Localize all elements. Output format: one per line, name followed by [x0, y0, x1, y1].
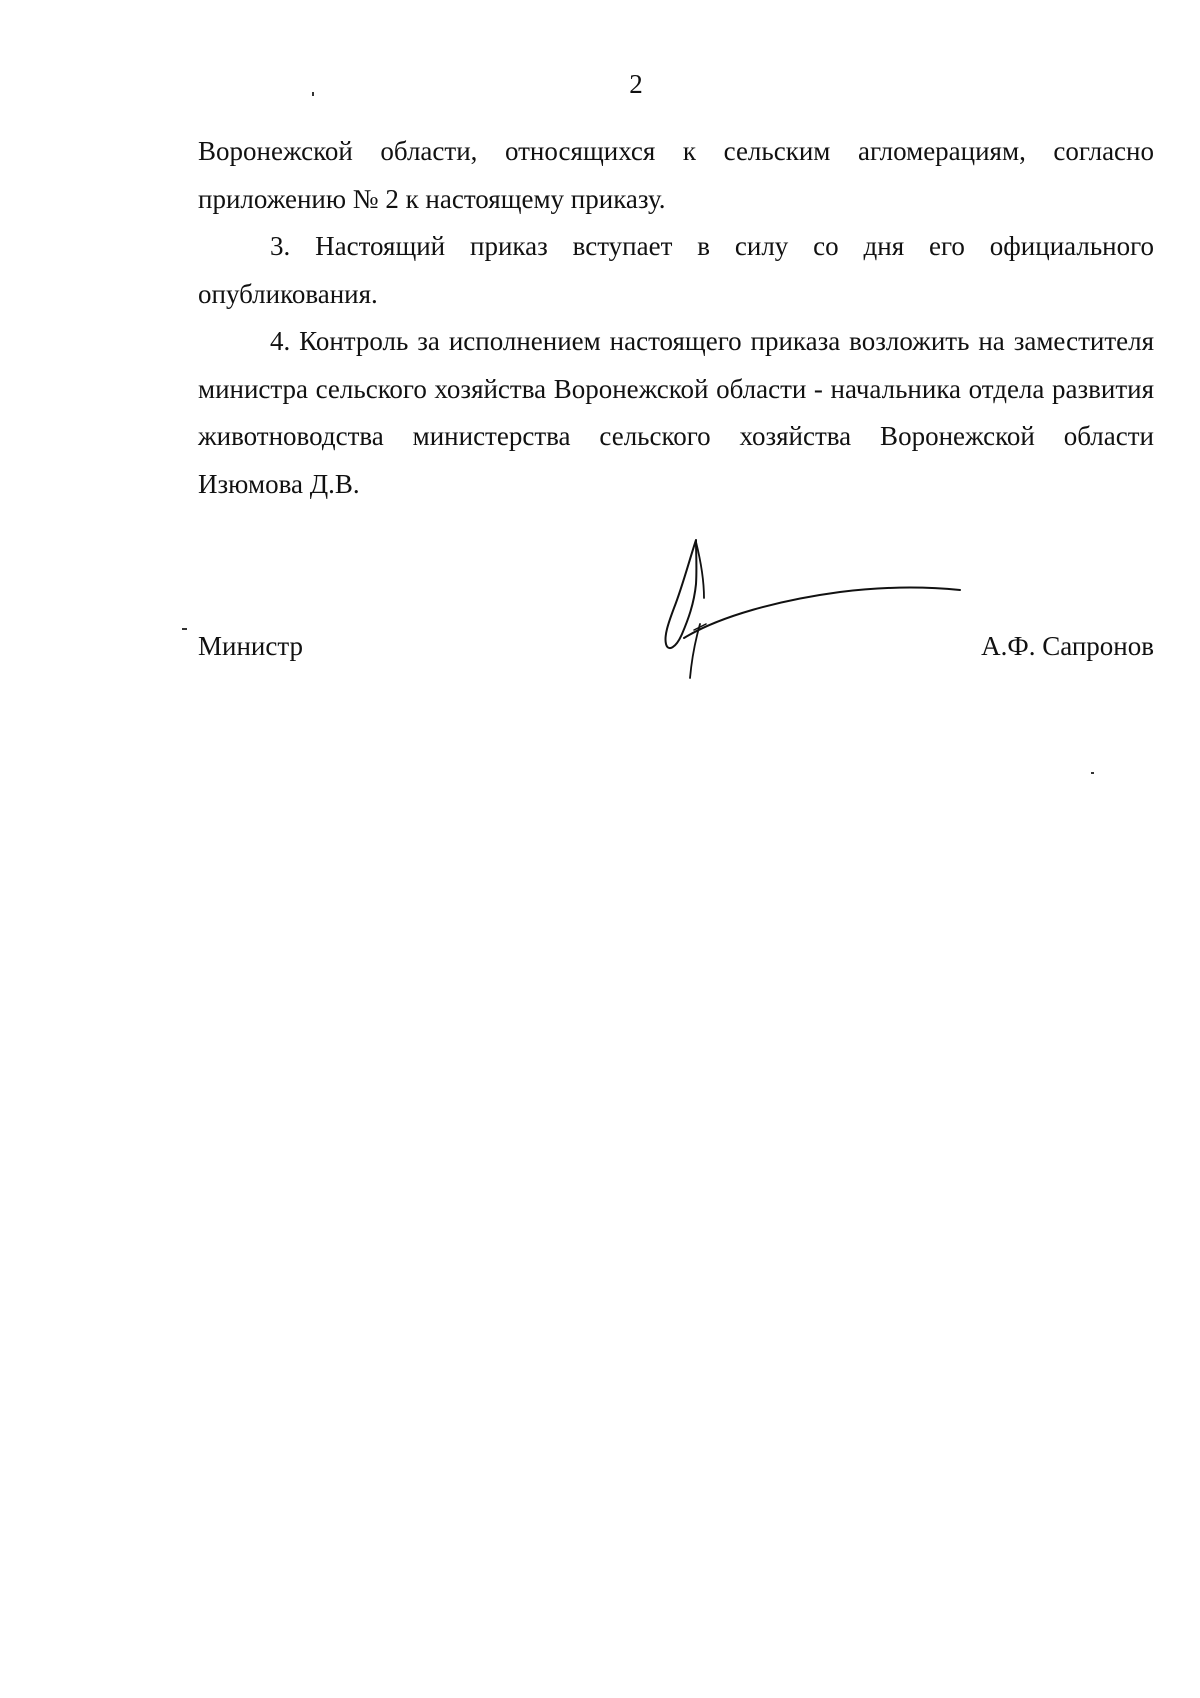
page-number: 2 — [629, 69, 643, 99]
paragraph-item-4: 4. Контроль за исполнением настоящего приказа возложить на заместителя министра сельского хозяйства Воронежской области - начальника отдела развития животноводства министерства сельского хозяйства Воронежской области Изюмова Д.В. — [198, 326, 1154, 499]
signature-block — [198, 626, 1154, 666]
paragraph-continuation: Воронежской области, относящихся к сельским агломерациям, согласно приложению № 2 к настоящему приказу. — [198, 136, 1154, 214]
signatory-name: А.Ф. Сапронов — [981, 631, 1154, 661]
paragraph-item-3: 3. Настоящий приказ вступает в силу со дня его официального опубликования. — [198, 231, 1154, 309]
scan-speck — [182, 628, 187, 630]
signatory-title: Министр — [198, 631, 303, 661]
scan-speck — [1091, 772, 1094, 774]
document-body — [198, 128, 1154, 508]
